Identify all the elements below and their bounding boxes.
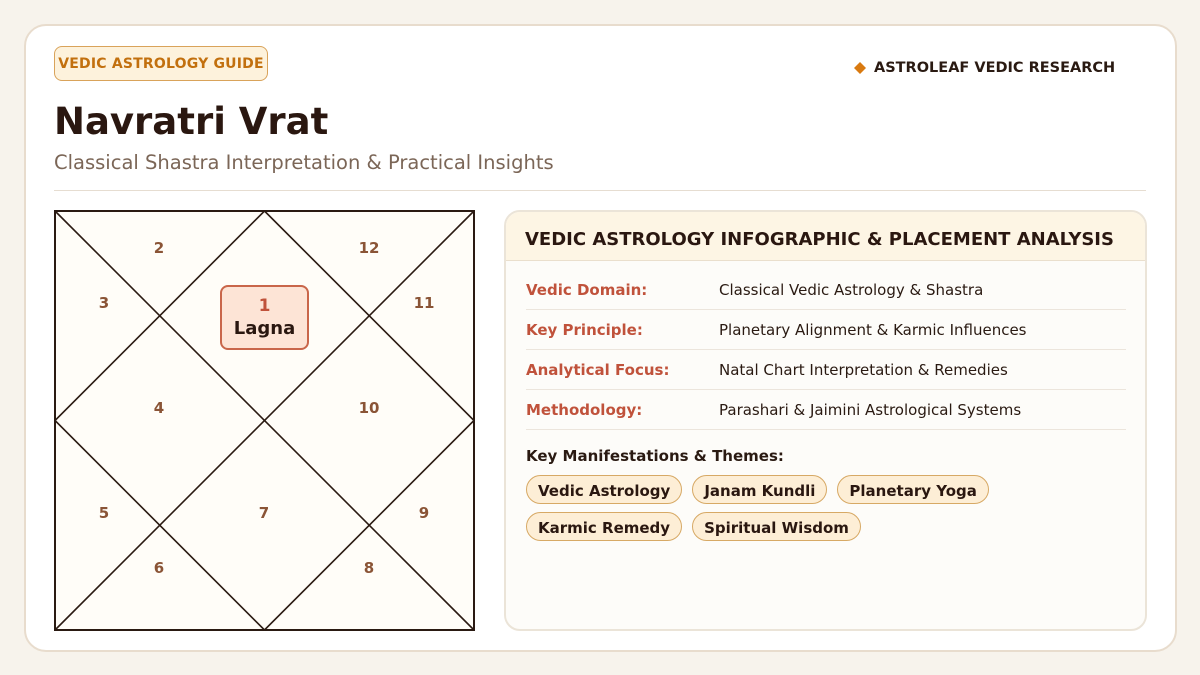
house-number-3: 3 bbox=[98, 294, 110, 312]
panel-heading: VEDIC ASTROLOGY INFOGRAPHIC & PLACEMENT ANALYSIS bbox=[506, 212, 1145, 261]
themes-title: Key Manifestations & Themes: bbox=[526, 447, 784, 465]
house-number-10: 10 bbox=[358, 399, 380, 417]
row-label: Analytical Focus: bbox=[526, 360, 670, 379]
house-number-8: 8 bbox=[363, 559, 375, 577]
lagna-number: 1 bbox=[258, 295, 271, 316]
lagna-label: Lagna bbox=[233, 317, 296, 339]
house-number-6: 6 bbox=[153, 559, 165, 577]
page-title: Navratri Vrat bbox=[54, 100, 329, 143]
analysis-row bbox=[526, 390, 1126, 430]
theme-tag: Janam Kundli bbox=[692, 475, 827, 504]
kundli-chart bbox=[54, 210, 475, 631]
row-value: Natal Chart Interpretation & Remedies bbox=[719, 360, 1008, 379]
house-number-2: 2 bbox=[153, 239, 165, 257]
row-label: Methodology: bbox=[526, 400, 643, 419]
lagna-house bbox=[220, 285, 309, 350]
house-number-7: 7 bbox=[258, 504, 270, 522]
house-number-12: 12 bbox=[358, 239, 380, 257]
house-number-11: 11 bbox=[413, 294, 435, 312]
header-divider bbox=[54, 190, 1146, 191]
guide-badge: VEDIC ASTROLOGY GUIDE bbox=[54, 46, 268, 81]
analysis-rows bbox=[526, 270, 1126, 430]
analysis-row bbox=[526, 350, 1126, 390]
row-label: Key Principle: bbox=[526, 320, 643, 339]
theme-tags bbox=[526, 475, 1136, 541]
row-value: Classical Vedic Astrology & Shastra bbox=[719, 280, 984, 299]
brand-name: ASTROLEAF VEDIC RESEARCH bbox=[874, 60, 1116, 76]
theme-tag: Spiritual Wisdom bbox=[692, 512, 861, 541]
theme-tag: Planetary Yoga bbox=[837, 475, 988, 504]
house-number-4: 4 bbox=[153, 399, 165, 417]
analysis-panel bbox=[504, 210, 1147, 631]
analysis-row bbox=[526, 270, 1126, 310]
kundli-chart-lines bbox=[54, 210, 475, 631]
brand bbox=[854, 58, 1115, 78]
diamond-icon bbox=[854, 62, 866, 74]
page-subtitle: Classical Shastra Interpretation & Practical Insights bbox=[54, 151, 554, 174]
theme-tag: Vedic Astrology bbox=[526, 475, 682, 504]
row-value: Parashari & Jaimini Astrological Systems bbox=[719, 400, 1022, 419]
house-number-9: 9 bbox=[418, 504, 430, 522]
row-label: Vedic Domain: bbox=[526, 280, 648, 299]
row-value: Planetary Alignment & Karmic Influences bbox=[719, 320, 1027, 339]
theme-tag: Karmic Remedy bbox=[526, 512, 682, 541]
analysis-row bbox=[526, 310, 1126, 350]
house-number-5: 5 bbox=[98, 504, 110, 522]
